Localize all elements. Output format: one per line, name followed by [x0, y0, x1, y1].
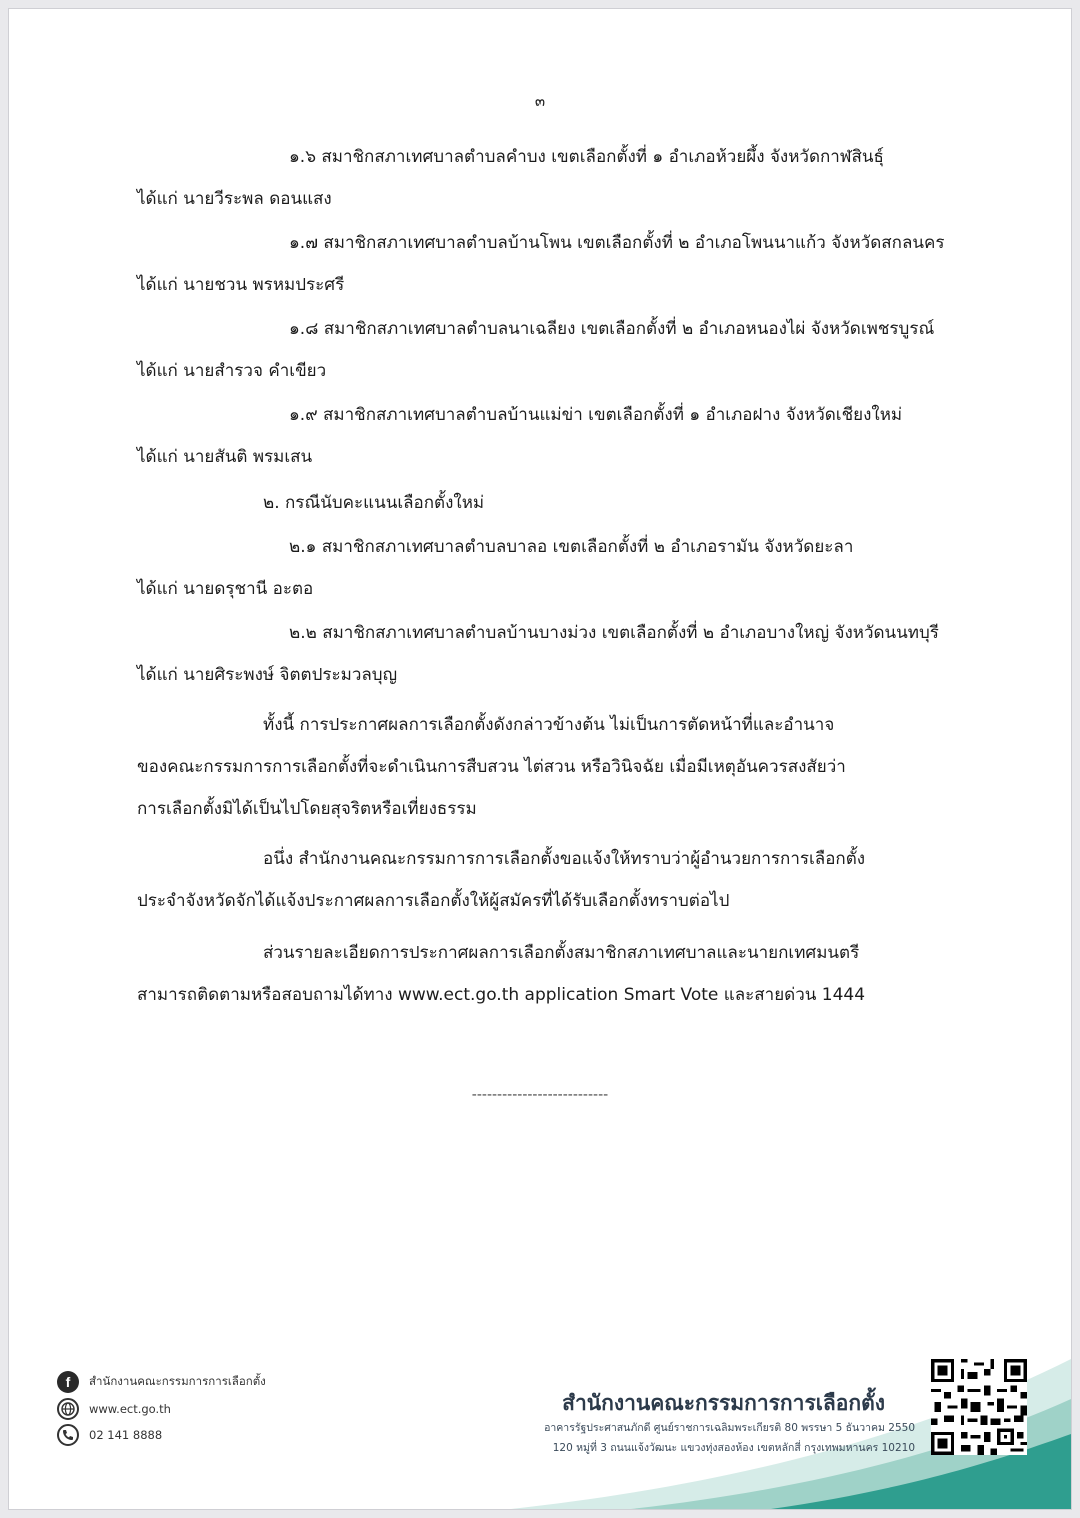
item-1-9-line1: ๑.๙ สมาชิกสภาเทศบาลตำบลบ้านแม่ข่า เขตเลือกตั้งที่ ๑ อำเภอฝาง จังหวัดเชียงใหม่: [289, 405, 903, 425]
para1-line1: ทั้งนี้ การประกาศผลการเลือกตั้งดังกล่าวข้างต้น ไม่เป็นการตัดหน้าที่และอำนาจ: [263, 715, 835, 735]
footer-facebook[interactable]: [57, 1371, 266, 1393]
footer-phone[interactable]: [57, 1424, 162, 1446]
facebook-text: สำนักงานคณะกรรมการการเลือกตั้ง: [89, 1374, 266, 1388]
item-2-1-line1: ๒.๑ สมาชิกสภาเทศบาลตำบลบาลอ เขตเลือกตั้งที่ ๒ อำเภอรามัน จังหวัดยะลา: [289, 537, 854, 557]
item-1-9-line2: ได้แก่ นายสันติ พรมเสน: [137, 447, 313, 467]
item-2-1-line2: ได้แก่ นายดรุชานี อะตอ: [137, 579, 314, 599]
globe-icon: [57, 1398, 79, 1420]
item-1-7-line2: ได้แก่ นายชวน พรหมประศรี: [137, 275, 345, 295]
page-number: ๓: [534, 92, 546, 110]
item-2-2-line2: ได้แก่ นายศิระพงษ์ จิตตประมวลบุญ: [137, 665, 398, 685]
facebook-icon: f: [57, 1371, 79, 1393]
document-page: [8, 8, 1072, 1510]
item-1-6-line2: ได้แก่ นายวีระพล ดอนแสง: [137, 189, 332, 209]
item-1-8-line2: ได้แก่ นายสำรวจ คำเขียว: [137, 361, 327, 381]
organization-name: สำนักงานคณะกรรมการการเลือกตั้ง: [562, 1391, 885, 1415]
qr-code[interactable]: [931, 1359, 1027, 1455]
phone-text: 02 141 8888: [89, 1428, 163, 1442]
end-rule: ---------------------------: [471, 1087, 609, 1103]
phone-icon: [57, 1424, 79, 1446]
para1-line2: ของคณะกรรมการการเลือกตั้งที่จะดำเนินการสืบสวน ไต่สวน หรือวินิจฉัย เมื่อมีเหตุอันควรสงสัยว่า: [137, 757, 846, 777]
address-line-1: อาคารรัฐประศาสนภักดี ศูนย์ราชการเฉลิมพระเกียรติ 80 พรรษา 5 ธันวาคม 2550: [544, 1422, 915, 1434]
item-1-6-line1: ๑.๖ สมาชิกสภาเทศบาลตำบลคำบง เขตเลือกตั้งที่ ๑ อำเภอห้วยผึ้ง จังหวัดกาฬสินธุ์: [289, 147, 884, 167]
para1-line3: การเลือกตั้งมิได้เป็นไปโดยสุจริตหรือเที่ยงธรรม: [137, 799, 477, 819]
para3-line1: ส่วนรายละเอียดการประกาศผลการเลือกตั้งสมาชิกสภาเทศบาลและนายกเทศมนตรี: [263, 943, 860, 963]
para3-line2: สามารถติดตามหรือสอบถามได้ทาง www.ect.go.th application Smart Vote และสายด่วน 1444: [137, 985, 866, 1005]
address-line-2: 120 หมู่ที่ 3 ถนนแจ้งวัฒนะ แขวงทุ่งสองห้อง เขตหลักสี่ กรุงเทพมหานคร 10210: [552, 1442, 915, 1454]
para2-line1: อนึ่ง สำนักงานคณะกรรมการการเลือกตั้งขอแจ้งให้ทราบว่าผู้อำนวยการการเลือกตั้ง: [263, 849, 866, 869]
item-1-7-line1: ๑.๗ สมาชิกสภาเทศบาลตำบลบ้านโพน เขตเลือกตั้งที่ ๒ อำเภอโพนนาแก้ว จังหวัดสกลนคร: [289, 233, 945, 253]
footer-website[interactable]: [57, 1398, 171, 1420]
item-2-2-line1: ๒.๒ สมาชิกสภาเทศบาลตำบลบ้านบางม่วง เขตเลือกตั้งที่ ๒ อำเภอบางใหญ่ จังหวัดนนทบุรี: [289, 623, 939, 643]
section-2-heading: ๒. กรณีนับคะแนนเลือกตั้งใหม่: [263, 493, 485, 513]
para2-line2: ประจำจังหวัดจักได้แจ้งประกาศผลการเลือกตั้งให้ผู้สมัครที่ได้รับเลือกตั้งทราบต่อไป: [137, 891, 730, 911]
website-text: www.ect.go.th: [89, 1402, 171, 1416]
item-1-8-line1: ๑.๘ สมาชิกสภาเทศบาลตำบลนาเฉลียง เขตเลือกตั้งที่ ๒ อำเภอหนองไผ่ จังหวัดเพชรบูรณ์: [289, 319, 935, 339]
